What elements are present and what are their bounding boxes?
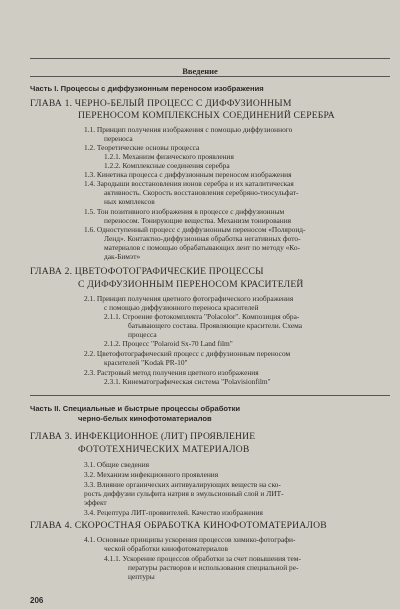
toc-line: 4.1. Основные принципы ускорения процессов химико-фотографи- xyxy=(84,535,296,544)
toc-line: с помощью диффузионного переноса красителей xyxy=(104,303,259,312)
top-rule xyxy=(30,58,390,59)
toc-line: С ДИФФУЗИОННЫМ ПЕРЕНОСОМ КРАСИТЕЛЕЙ xyxy=(78,279,304,290)
toc-line: переносом. Тонирующие вещества. Механизм тонирования xyxy=(104,216,292,225)
toc-line: активность. Скорость восстановления серебряно-тиосульфат- xyxy=(104,188,299,197)
toc-line: эффект xyxy=(84,498,107,507)
toc-line: 1.1. Принцип получения изображения с помощью диффузионного xyxy=(84,125,293,134)
toc-line: ГЛАВА 4. СКОРОСТНАЯ ОБРАБОТКА КИНОФОТОМАТЕРИАЛОВ xyxy=(30,520,327,531)
toc-line: материалов с помощью обрабатывающих лент по методу «Ко- xyxy=(104,243,301,252)
toc-line: черно-белых кинофотоматериалов xyxy=(78,414,212,423)
rule-after-intro xyxy=(30,76,390,77)
toc-line: 4.1.1. Ускорение процессов обработки за счет повышения тем- xyxy=(104,554,301,563)
toc-line: 3.3. Влияние органических антивуалирующих веществ на ско- xyxy=(84,480,281,489)
toc-line: Часть II. Специальные и быстрые процессы обработки xyxy=(30,404,241,413)
rule-before-part-2 xyxy=(30,395,390,396)
toc-line: 1.5. Тон позитивного изображения в процессе с диффузионным xyxy=(84,207,285,216)
toc-line: батывающего состава. Проявляющие красители. Схема xyxy=(128,321,303,330)
toc-line: пературы растворов и использования специальной ре- xyxy=(128,563,299,572)
toc-line: 1.2.2. Комплексные соединения серебра xyxy=(104,161,230,170)
toc-line: Введение xyxy=(182,66,218,76)
toc-line: 2.3.1. Кинематографическая система "Polavisionfilm" xyxy=(104,377,271,386)
toc-line: 3.2. Механизм инфекционного проявления xyxy=(84,470,219,479)
toc-line: 1.2.1. Механизм физического проявления xyxy=(104,152,234,161)
toc-line: Ленд». Контактно-диффузионная обработка негативных фото- xyxy=(104,234,301,243)
toc-line: ГЛАВА 2. ЦВЕТОФОТОГРАФИЧЕСКИЕ ПРОЦЕССЫ xyxy=(30,266,264,277)
toc-line: переноса xyxy=(104,134,133,143)
toc-line: 3.4. Рецептура ЛИТ-проявителей. Качество изображения xyxy=(84,508,263,517)
toc-line: 2.1.1. Строение фотокомплекта "Polacolor". Композиция обра- xyxy=(104,312,300,321)
toc-line: красителей "Kodak PR-10" xyxy=(104,358,188,367)
toc-line: 1.2. Теоретические основы процесса xyxy=(84,143,200,152)
toc-line: ФОТОТЕХНИЧЕСКИХ МАТЕРИАЛОВ xyxy=(78,444,250,455)
toc-line: процесса xyxy=(128,330,157,339)
toc-line: ГЛАВА 1. ЧЕРНО-БЕЛЫЙ ПРОЦЕСС С ДИФФУЗИОННЫМ xyxy=(30,98,292,109)
toc-line: 3.1. Общие сведения xyxy=(84,460,150,469)
toc-line: 2.1. Принцип получения цветного фотографического изображения xyxy=(84,294,294,303)
toc-line: 1.6. Одноступенный процесс с диффузионным переносом «Поляроид- xyxy=(84,225,306,234)
toc-line: ческой обработки кинофотоматериалов xyxy=(104,544,228,553)
toc-line: 2.2. Цветофотографический процесс с диффузионным переносом xyxy=(84,349,291,358)
toc-line: 2.3. Растровый метод получения цветного изображения xyxy=(84,368,259,377)
toc-line: 1.3. Кинетика процесса с диффузионным переносом изображения xyxy=(84,170,292,179)
page-number: 206 xyxy=(30,596,44,605)
toc-line: цептуры xyxy=(128,572,155,581)
toc-line: Часть I. Процессы с диффузионным переносом изображения xyxy=(30,84,264,93)
toc-line: ПЕРЕНОСОМ КОМПЛЕКСНЫХ СОЕДИНЕНИЙ СЕРЕБРА xyxy=(78,110,335,121)
toc-line: ных комплексов xyxy=(104,197,155,206)
toc-line: рость диффузии сульфита натрия в эмульсионный слой и ЛИТ- xyxy=(84,489,284,498)
toc-line: 2.1.2. Процесс "Polaroid Sx-70 Land film" xyxy=(104,339,233,348)
toc-line: дак-Бимэт» xyxy=(104,252,141,261)
toc-line: ГЛАВА 3. ИНФЕКЦИОННОЕ (ЛИТ) ПРОЯВЛЕНИЕ xyxy=(30,431,256,442)
toc-line: 1.4. Зародыши восстановления ионов серебра и их каталитическая xyxy=(84,179,294,188)
